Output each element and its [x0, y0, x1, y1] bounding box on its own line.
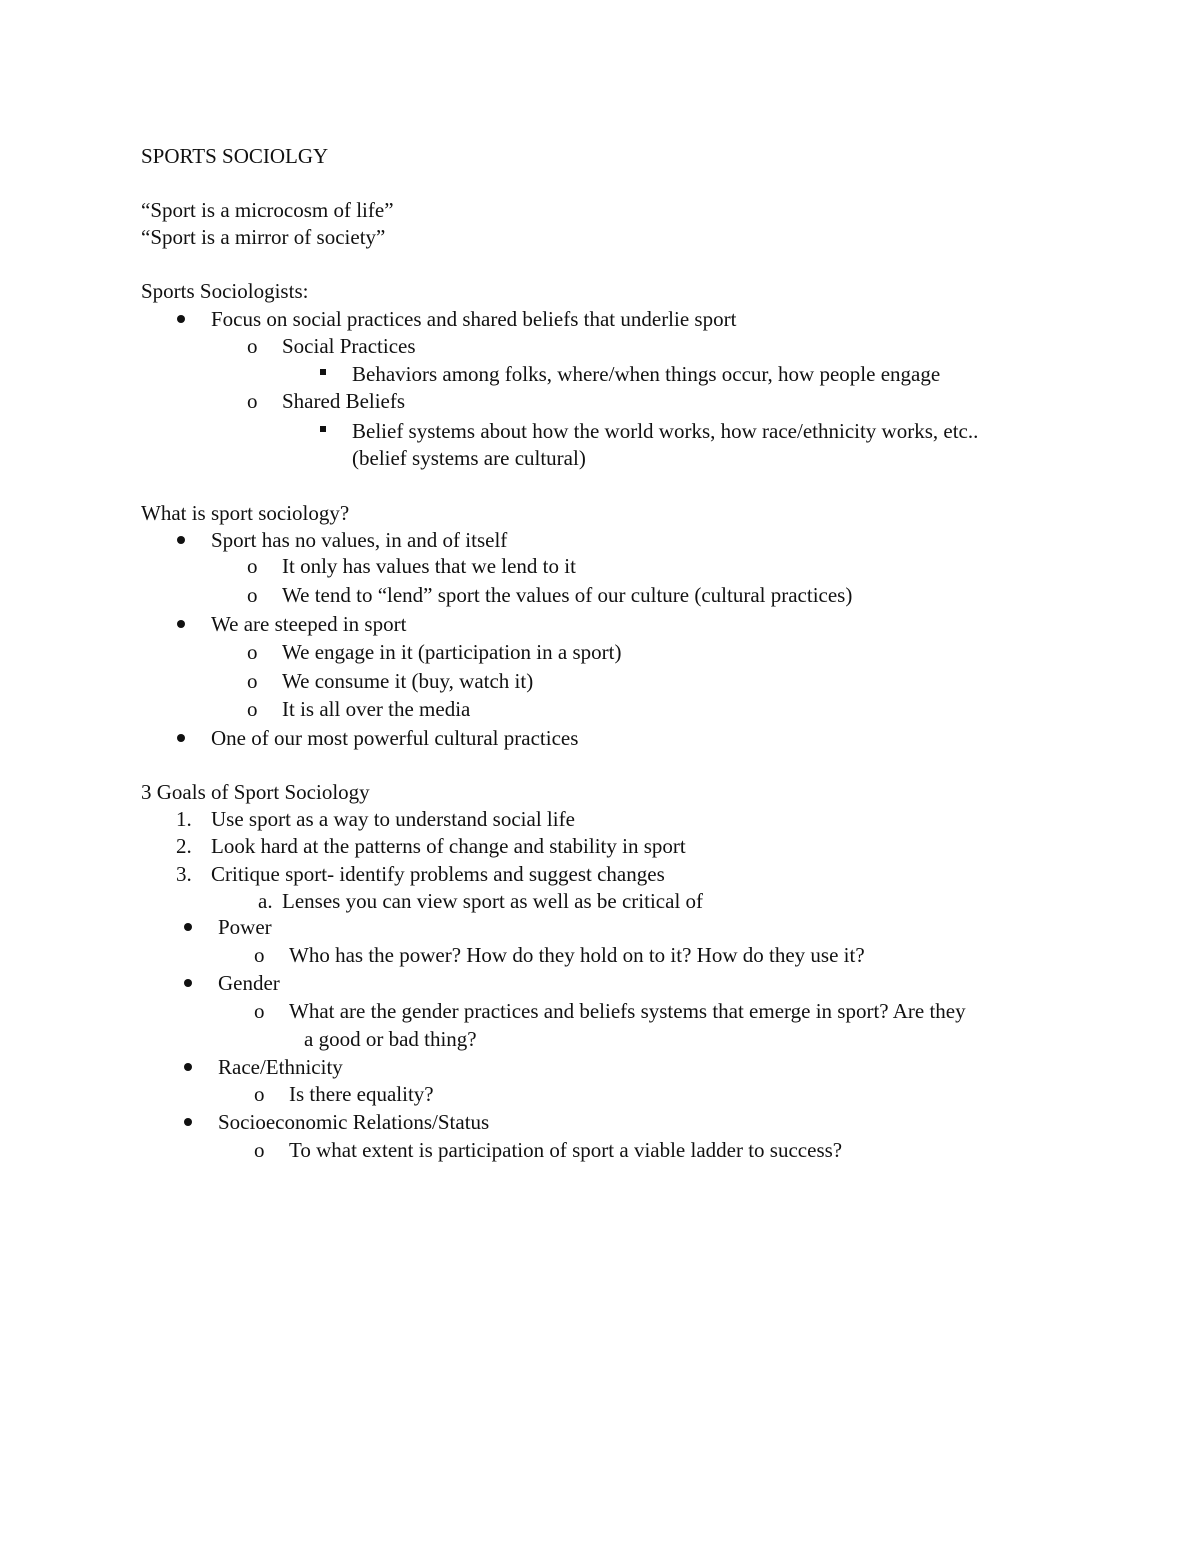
list-item-continuation: (belief systems are cultural) [352, 446, 586, 470]
square-bullet-icon [320, 426, 326, 432]
sub-bullet-icon: o [254, 943, 265, 967]
section-heading: What is sport sociology? [141, 501, 350, 525]
sub-bullet-icon: o [247, 697, 258, 721]
sub-bullet-icon: o [247, 334, 258, 358]
sub-bullet-icon: o [254, 1138, 265, 1162]
list-item: Shared Beliefs [282, 389, 406, 413]
bullet-icon [184, 1063, 192, 1071]
bullet-icon [177, 620, 185, 628]
sub-bullet-icon: o [254, 999, 265, 1023]
list-item: Behaviors among folks, where/when things occur, how people engage [352, 362, 941, 386]
list-item: Who has the power? How do they hold on to it? How do they use it? [289, 943, 865, 967]
sub-bullet-icon: o [247, 554, 258, 578]
list-item: Focus on social practices and shared beliefs that underlie sport [211, 307, 737, 331]
list-item: It only has values that we lend to it [282, 554, 576, 578]
list-number: 3. [176, 862, 192, 886]
list-item-continuation: a good or bad thing? [304, 1027, 477, 1051]
list-item: Look hard at the patterns of change and stability in sport [211, 834, 686, 858]
sub-bullet-icon: o [247, 389, 258, 413]
list-item: Socioeconomic Relations/Status [218, 1110, 490, 1134]
sub-bullet-icon: o [247, 640, 258, 664]
list-item: One of our most powerful cultural practices [211, 726, 579, 750]
list-item: Social Practices [282, 334, 416, 358]
quote-line: “Sport is a mirror of society” [141, 225, 386, 249]
list-item: We consume it (buy, watch it) [282, 669, 534, 693]
sub-bullet-icon: o [247, 583, 258, 607]
bullet-icon [184, 1118, 192, 1126]
list-item: Gender [218, 971, 280, 995]
list-item: Sport has no values, in and of itself [211, 528, 508, 552]
list-item: We engage in it (participation in a sport) [282, 640, 622, 664]
list-item: Power [218, 915, 272, 939]
list-number: 1. [176, 807, 192, 831]
page-title: SPORTS SOCIOLGY [141, 144, 329, 168]
list-item: Belief systems about how the world works, how race/ethnicity works, etc.. [352, 419, 979, 443]
list-item: We are steeped in sport [211, 612, 407, 636]
list-letter: a. [258, 889, 273, 913]
list-item: Lenses you can view sport as well as be critical of [282, 889, 704, 913]
list-item: Race/Ethnicity [218, 1055, 343, 1079]
bullet-icon [177, 536, 185, 544]
bullet-icon [177, 734, 185, 742]
list-item: To what extent is participation of sport a viable ladder to success? [289, 1138, 843, 1162]
section-heading: Sports Sociologists: [141, 279, 309, 303]
bullet-icon [177, 315, 185, 323]
list-item: What are the gender practices and beliefs systems that emerge in sport? Are they [289, 999, 966, 1023]
list-item: Use sport as a way to understand social life [211, 807, 575, 831]
list-item: We tend to “lend” sport the values of our culture (cultural practices) [282, 583, 853, 607]
list-item: Is there equality? [289, 1082, 434, 1106]
list-item: It is all over the media [282, 697, 471, 721]
square-bullet-icon [320, 369, 326, 375]
bullet-icon [184, 979, 192, 987]
sub-bullet-icon: o [247, 669, 258, 693]
sub-bullet-icon: o [254, 1082, 265, 1106]
bullet-icon [184, 923, 192, 931]
quote-line: “Sport is a microcosm of life” [141, 198, 394, 222]
section-heading: 3 Goals of Sport Sociology [141, 780, 370, 804]
list-number: 2. [176, 834, 192, 858]
list-item: Critique sport- identify problems and suggest changes [211, 862, 665, 886]
